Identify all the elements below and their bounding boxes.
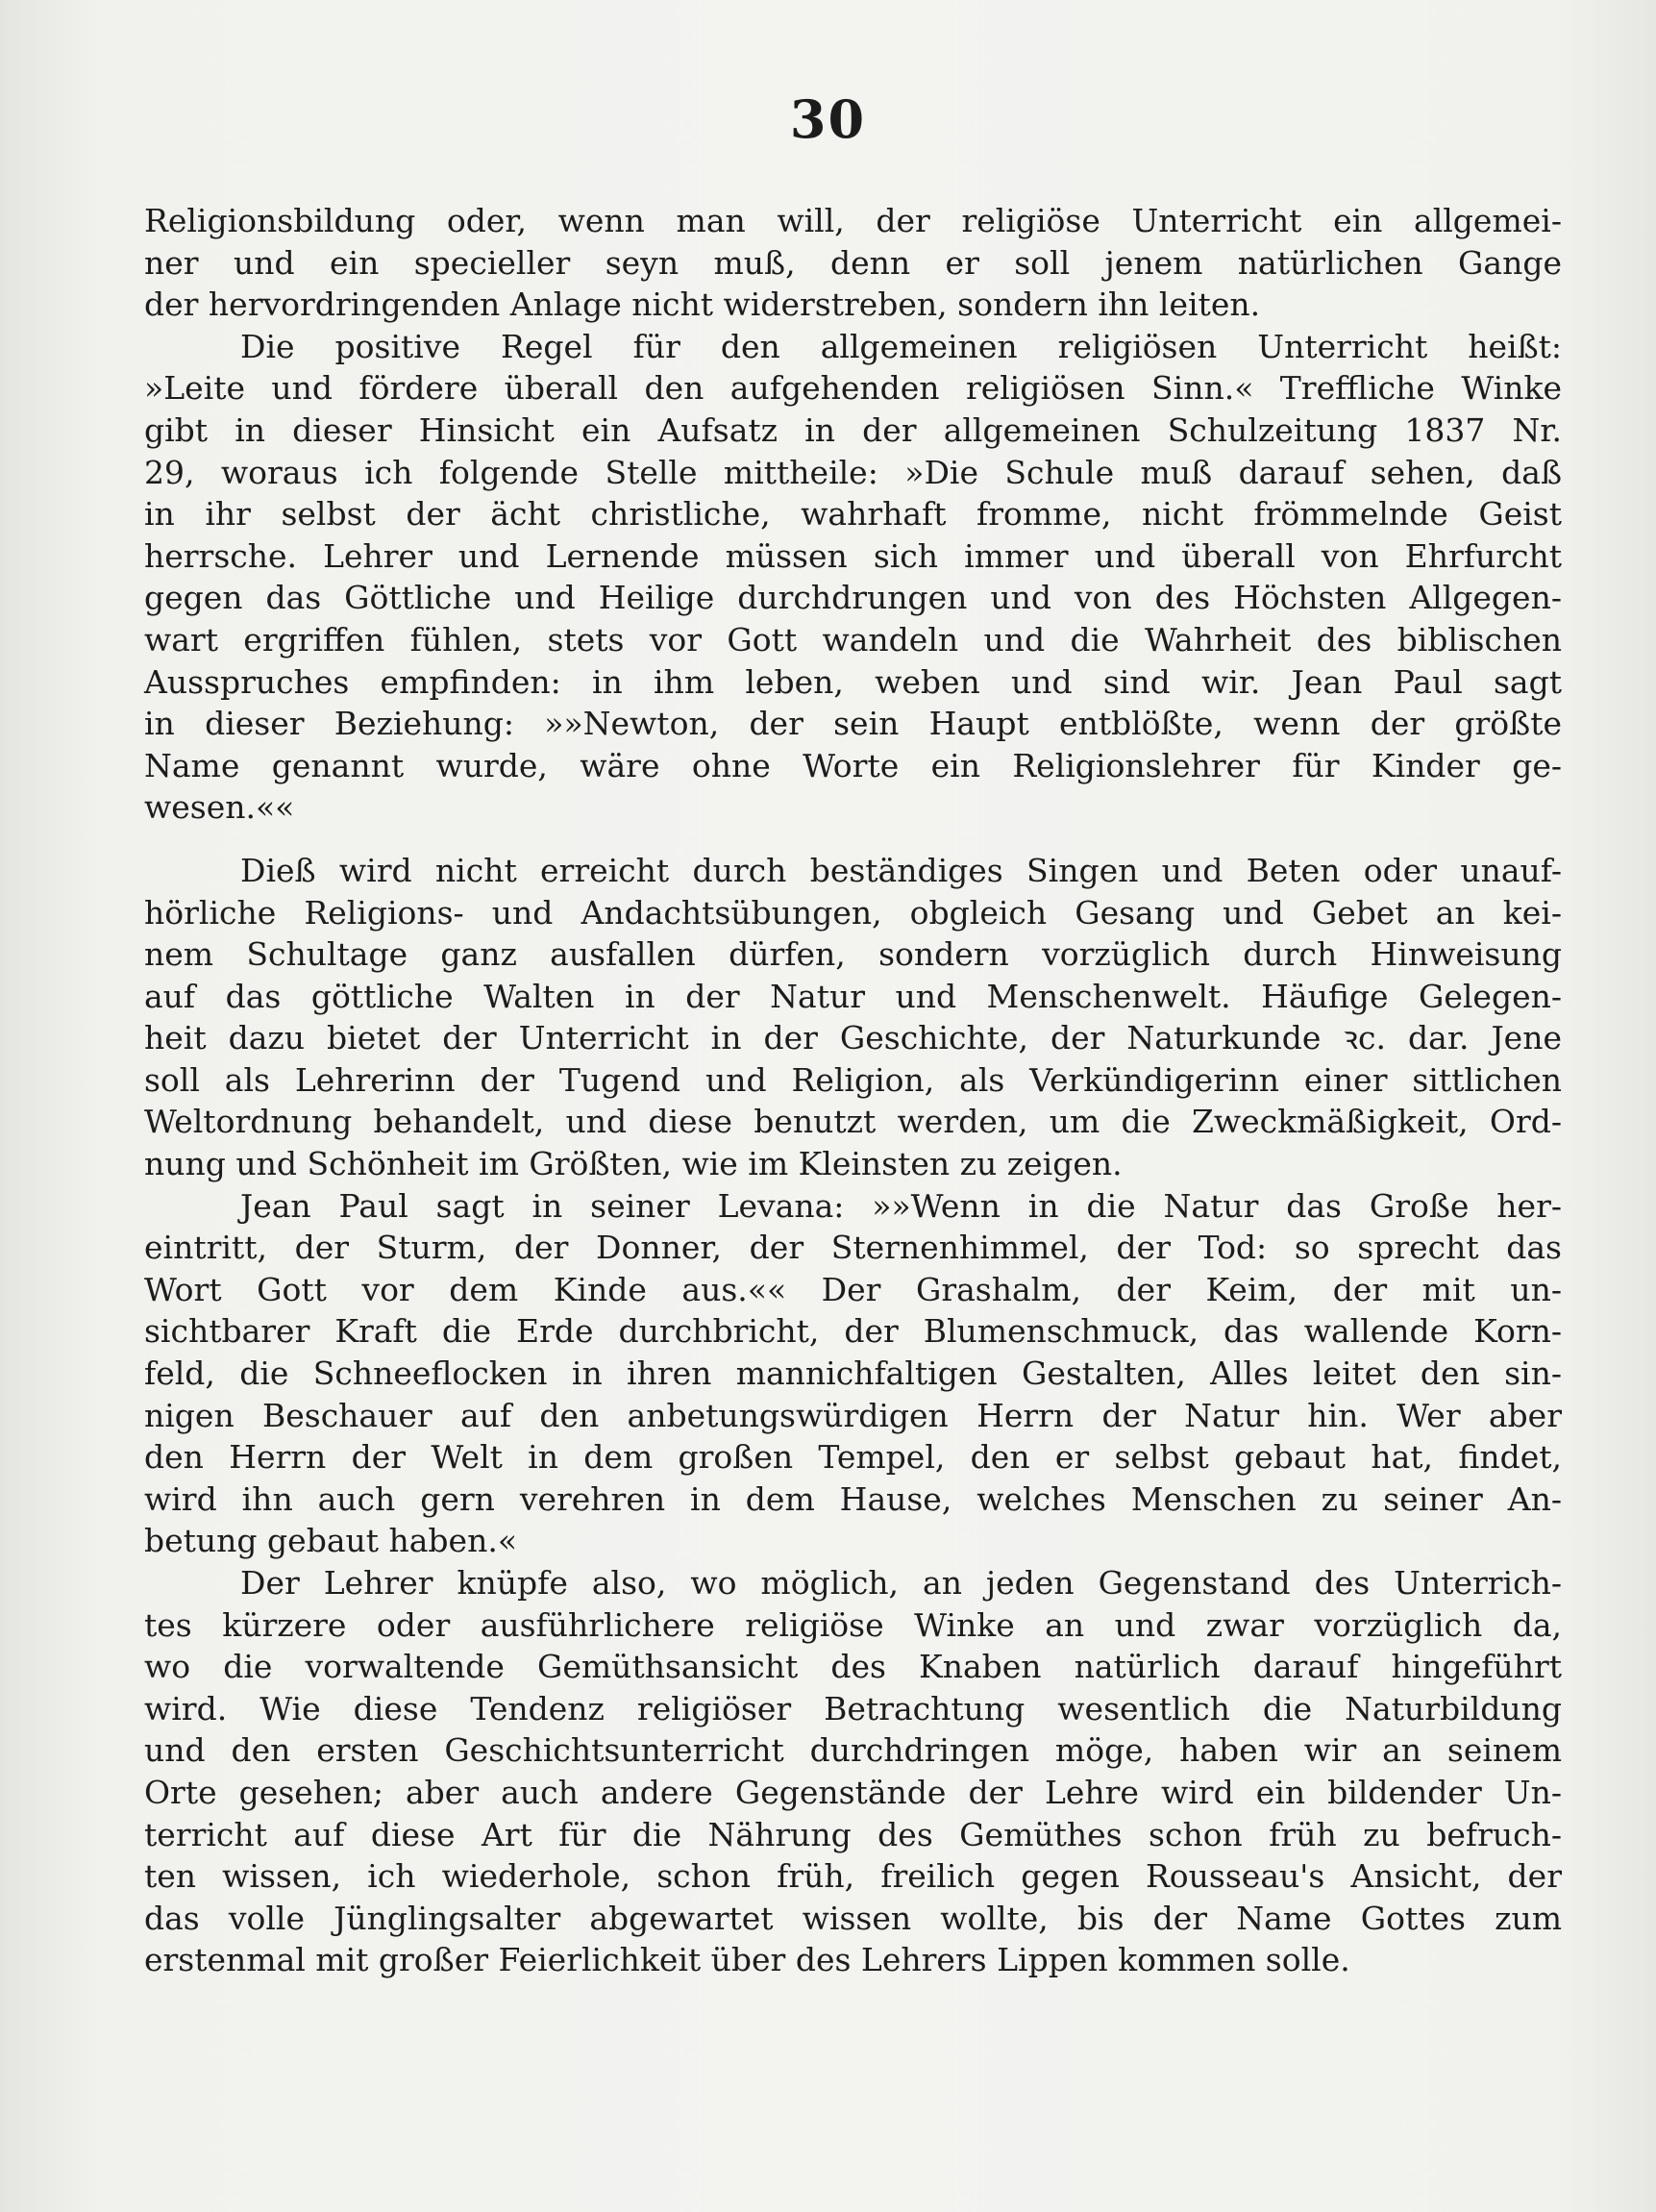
text-line: feld, die Schneeflocken in ihren mannichfaltigen Gestalten, Alles leitet den sin-	[144, 1355, 1562, 1393]
text-line: erstenmal mit großer Feierlichkeit über des Lehrers Lippen kommen solle.	[144, 1941, 1350, 1979]
text-line: terricht auf diese Art für die Nährung des Gemüthes schon früh zu befruch-	[144, 1815, 1562, 1853]
text-line: betung gebaut haben.«	[144, 1522, 518, 1560]
text-line: und den ersten Geschichtsunterricht durchdringen möge, haben wir an seinem	[144, 1731, 1562, 1770]
text-line: Orte gesehen; aber auch andere Gegenstände der Lehre wird ein bildender Un-	[144, 1773, 1562, 1811]
text-line: 29, woraus ich folgende Stelle mittheile: »Die Schule muß darauf sehen, daß	[144, 453, 1562, 491]
text-line: »Leite und fördere überall den aufgehenden religiösen Sinn.« Treffliche Winke	[144, 369, 1562, 408]
text-line: wart ergriffen fühlen, stets vor Gott wandeln und die Wahrheit des biblischen	[144, 620, 1562, 659]
text-line: in dieser Beziehung: »»Newton, der sein Haupt entblößte, wenn der größte	[144, 705, 1562, 743]
text-line: der hervordringenden Anlage nicht widerstreben, sondern ihn leiten.	[144, 286, 1261, 324]
text-line: Der Lehrer knüpfe also, wo möglich, an jeden Gegenstand des Unterrich-	[240, 1564, 1562, 1602]
text-line: Ausspruches empfinden: in ihm leben, weben und sind wir. Jean Paul sagt	[144, 662, 1562, 701]
text-line: Jean Paul sagt in seiner Levana: »»Wenn in die Natur das Große her-	[240, 1186, 1562, 1225]
text-line: das volle Jünglingsalter abgewartet wissen wollte, bis der Name Gottes zum	[144, 1899, 1562, 1937]
paragraph-gap	[144, 829, 1562, 850]
paragraph	[144, 326, 1562, 829]
text-line: nem Schultage ganz ausfallen dürfen, sondern vorzüglich durch Hinweisung	[144, 935, 1562, 974]
text-line: wo die vorwaltende Gemüthsansicht des Knaben natürlich darauf hingeführt	[144, 1648, 1562, 1686]
paragraph	[144, 200, 1562, 326]
text-line: Weltordnung behandelt, und diese benutzt werden, um die Zweckmäßigkeit, Ord-	[144, 1103, 1562, 1141]
text-line: soll als Lehrerinn der Tugend und Religion, als Verkündigerinn einer sittlichen	[144, 1060, 1562, 1099]
text-line: ten wissen, ich wiederhole, schon früh, freilich gegen Rousseau's Ansicht, der	[144, 1857, 1562, 1896]
text-line: heit dazu bietet der Unterricht in der Geschichte, der Naturkunde ꝛc. dar. Jene	[144, 1019, 1562, 1057]
text-line: gibt in dieser Hinsicht ein Aufsatz in der allgemeinen Schulzeitung 1837 Nr.	[144, 410, 1562, 449]
text-line: sichtbarer Kraft die Erde durchbricht, der Blumenschmuck, das wallende Korn-	[144, 1312, 1562, 1351]
text-line: Wort Gott vor dem Kinde aus.«« Der Grashalm, der Keim, der mit un-	[144, 1270, 1562, 1308]
text-line: gegen das Göttliche und Heilige durchdrungen und von des Höchsten Allgegen-	[144, 579, 1562, 617]
text-line: hörliche Religions- und Andachtsübungen, obgleich Gesang und Gebet an kei-	[144, 893, 1562, 932]
body-text	[144, 200, 1562, 1981]
text-line: den Herrn der Welt in dem großen Tempel, den er selbst gebaut hat, findet,	[144, 1438, 1562, 1477]
page-number: 30	[789, 88, 867, 150]
text-line: eintritt, der Sturm, der Donner, der Sternenhimmel, der Tod: so sprecht das	[144, 1229, 1562, 1267]
text-line: nigen Beschauer auf den anbetungswürdigen Herrn der Natur hin. Wer aber	[144, 1396, 1562, 1434]
text-line: ner und ein specieller seyn muß, denn er soll jenem natürlichen Gange	[144, 243, 1562, 282]
text-line: nung und Schönheit im Größten, wie im Kleinsten zu zeigen.	[144, 1145, 1123, 1183]
text-line: Die positive Regel für den allgemeinen religiösen Unterricht heißt:	[240, 327, 1562, 365]
text-line: wesen.««	[144, 788, 295, 827]
text-line: Name genannt wurde, wäre ohne Worte ein Religionslehrer für Kinder ge-	[144, 746, 1562, 784]
text-line: Religionsbildung oder, wenn man will, der religiöse Unterricht ein allgemei-	[144, 202, 1562, 239]
text-line: wird ihn auch gern verehren in dem Hause, welches Menschen zu seiner An-	[144, 1479, 1562, 1518]
text-line: auf das göttliche Walten in der Natur und Menschenwelt. Häufige Gelegen-	[144, 977, 1562, 1015]
text-line: wird. Wie diese Tendenz religiöser Betrachtung wesentlich die Naturbildung	[144, 1689, 1562, 1727]
paragraph	[144, 1185, 1562, 1562]
text-line: herrsche. Lehrer und Lernende müssen sich immer und überall von Ehrfurcht	[144, 536, 1562, 575]
text-line: Dieß wird nicht erreicht durch beständiges Singen und Beten oder unauf-	[240, 851, 1562, 889]
text-line: tes kürzere oder ausführlichere religiöse Winke an und zwar vorzüglich da,	[144, 1605, 1562, 1644]
text-line: in ihr selbst der ächt christliche, wahrhaft fromme, nicht frömmelnde Geist	[144, 495, 1562, 534]
paragraph	[144, 850, 1562, 1185]
paragraph	[144, 1562, 1562, 1981]
